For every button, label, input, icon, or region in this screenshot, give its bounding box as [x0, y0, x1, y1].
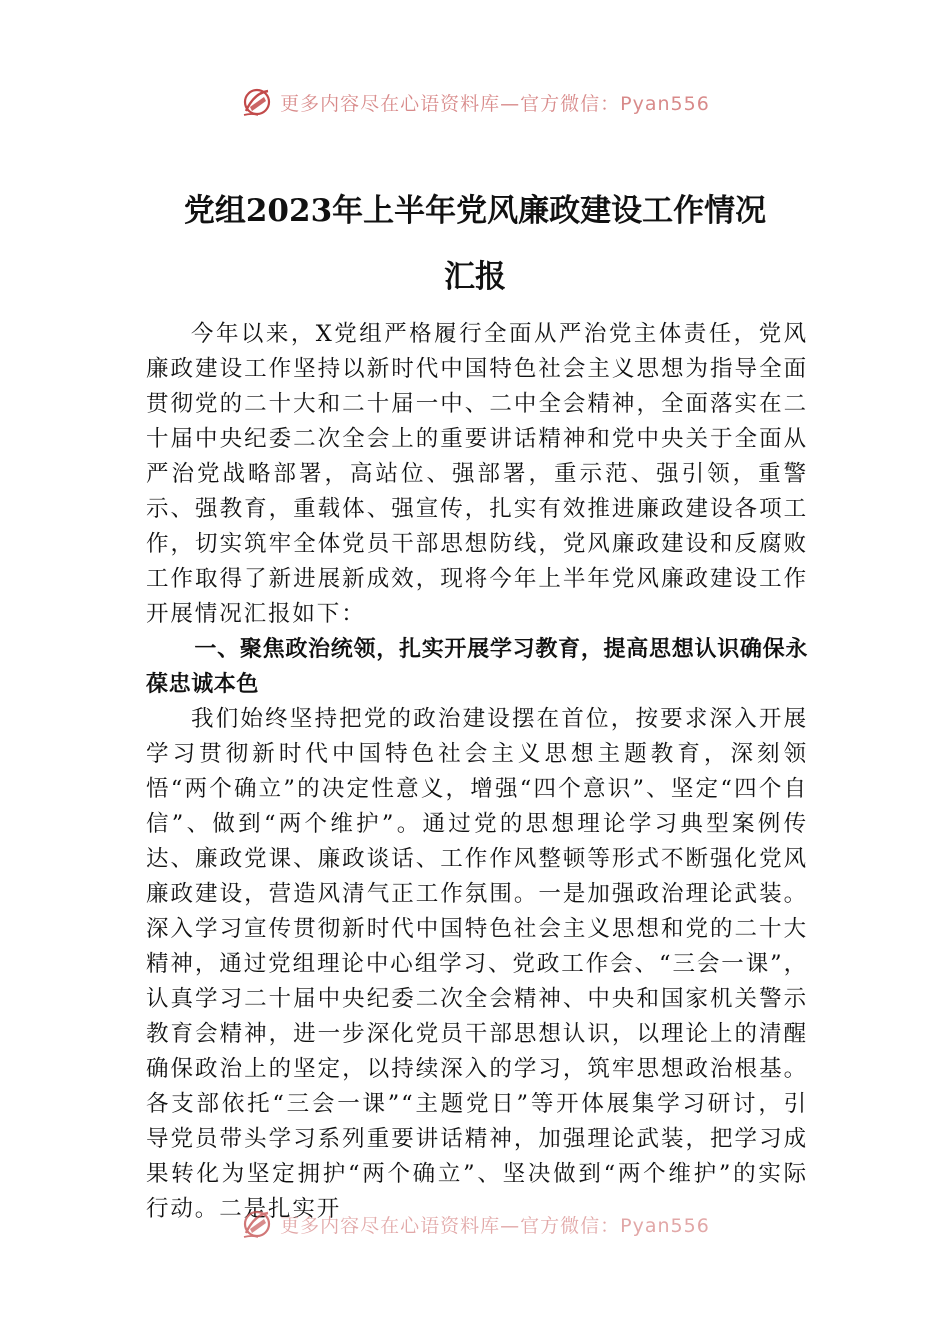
- section-1-heading: 一、聚焦政治统领，扎实开展学习教育，提高思想认识确保永葆忠诚本色: [146, 637, 808, 697]
- intro-paragraph: 今年以来，X党组严格履行全面从严治党主体责任，党风廉政建设工作坚持以新时代中国特色社会主义思想为指导全面贯彻党的二十大和二十届一中、二中全会精神，全面落实在二十届中央纪委二次全会上的重要讲话精神和党中央关于全面从严治党战略部署，高站位、强部署，重示范、强引领，重警示、强教育，重载体、强宣传，扎实有效推进廉政建设各项工作，切实筑牢全体党员干部思想防线，党风廉政建设和反腐败工作取得了新进展新成效，现将今年上半年党风廉政建设工作开展情况汇报如下：: [146, 321, 808, 627]
- document-body: [146, 317, 808, 1227]
- section-1-paragraph: 我们始终坚持把党的政治建设摆在首位，按要求深入开展学习贯彻新时代中国特色社会主义思想主题教育，深刻领悟“两个确立”的决定性意义，增强“四个意识”、坚定“四个自信”、做到“两个维护”。通过党的思想理论学习典型案例传达、廉政党课、廉政谈话、工作作风整顿等形式不断强化党风廉政建设，营造风清气正工作氛围。一是加强政治理论武装。深入学习宣传贯彻新时代中国特色社会主义思想和党的二十大精神，通过党组理论中心组学习、党政工作会、“三会一课”，认真学习二十届中央纪委二次全会精神、中央和国家机关警示教育会精神，进一步深化党员干部思想认识，以理论上的清醒确保政治上的坚定，以持续深入的学习，筑牢思想政治根基。各支部依托“三会一课”“主题党日”等开体展集学习研讨，引导党员带头学习系列重要讲话精神，加强理论武装，把学习成果转化为坚定拥护“两个确立”、坚决做到“两个维护”的实际行动。二是扎实开: [146, 706, 808, 1222]
- pen-swirl-logo-icon: [240, 1207, 274, 1241]
- watermark-header: [0, 84, 950, 120]
- pen-swirl-logo-icon: [240, 85, 274, 119]
- watermark-text: 更多内容尽在心语资料库—官方微信：Pyan556: [280, 92, 710, 115]
- watermark-text: 更多内容尽在心语资料库—官方微信：Pyan556: [280, 1214, 710, 1237]
- document-title-line-1: 党组2023年上半年党风廉政建设工作情况: [183, 193, 767, 229]
- watermark-footer: [0, 1206, 950, 1242]
- document-title-line-2: 汇报: [444, 259, 506, 295]
